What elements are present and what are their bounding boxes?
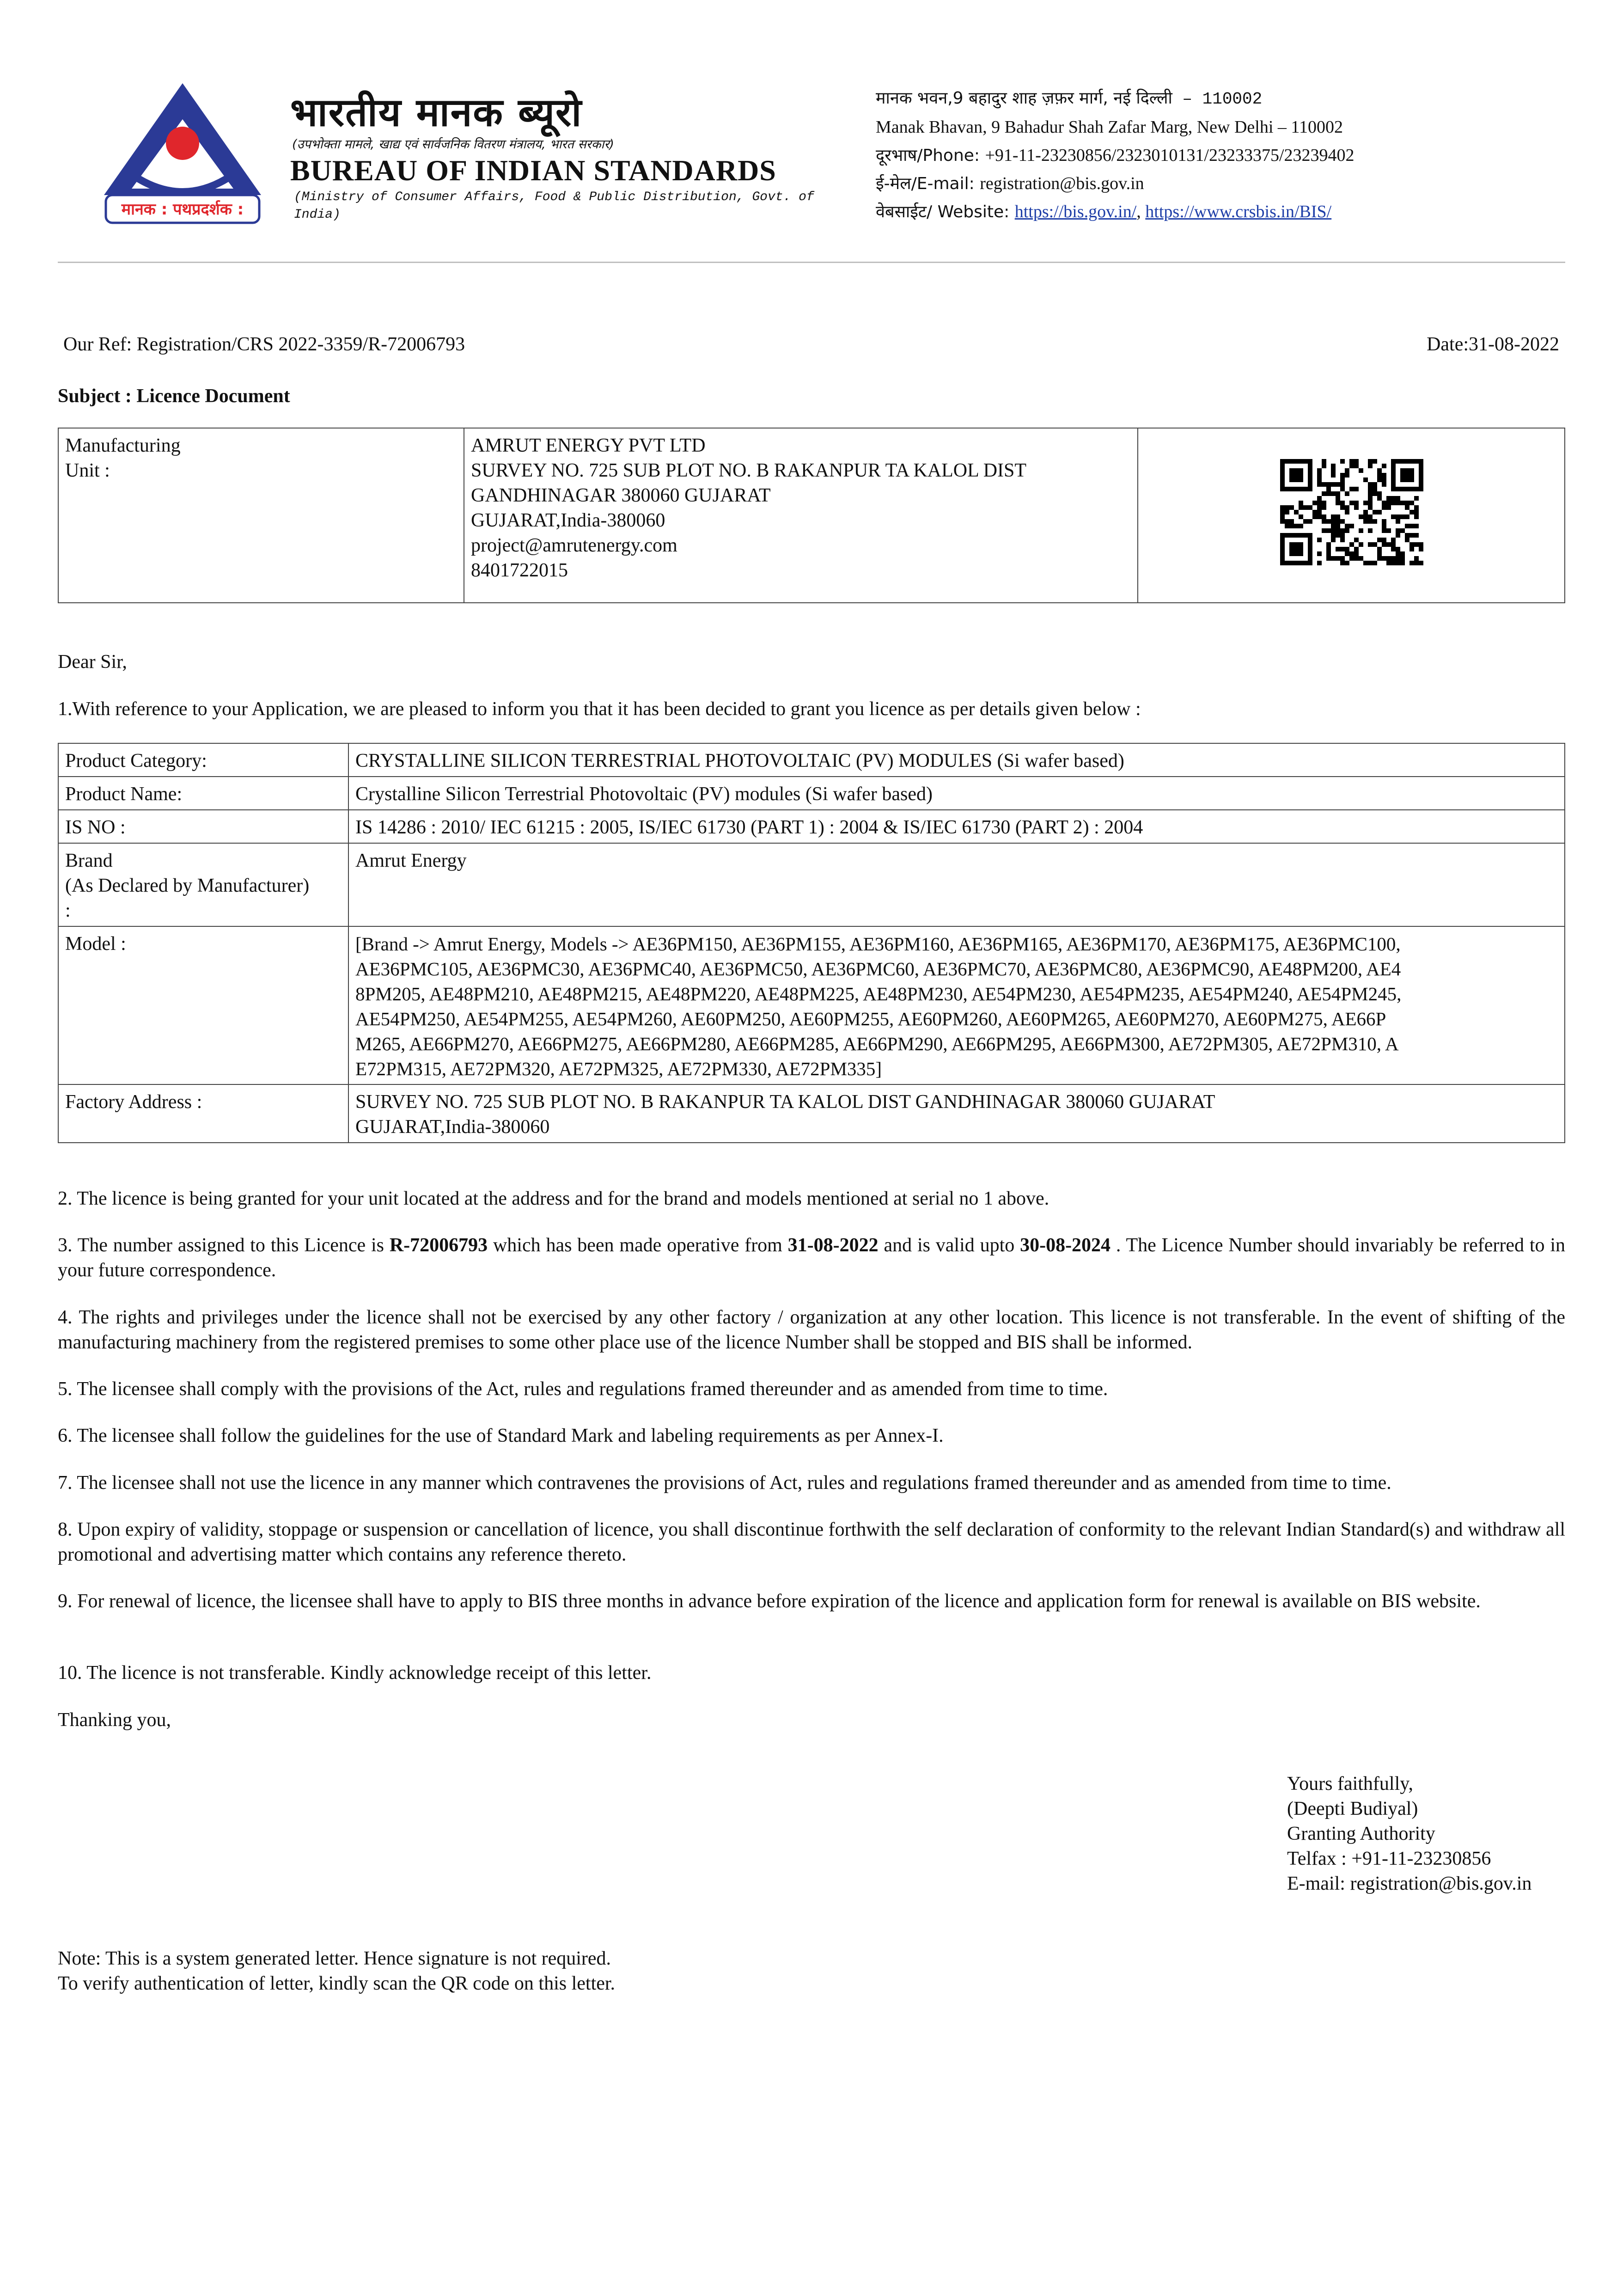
paragraph-10: 10. The licence is not transferable. Kindly acknowledge receipt of this letter.	[58, 1662, 652, 1684]
contact-block	[876, 84, 1355, 226]
table-row	[58, 843, 1565, 926]
brand-value: Amrut Energy	[348, 843, 1565, 926]
category-label: Product Category:	[58, 743, 348, 777]
paragraph-6: 6. The licensee shall follow the guidelines for the use of Standard Mark and labeling requirements as per Annex-I.	[58, 1425, 944, 1446]
website-link-bis[interactable]: https://bis.gov.in/	[1014, 202, 1137, 221]
subject-line: Subject : Licence Document	[58, 386, 290, 407]
table-row	[58, 810, 1565, 843]
qr-cell	[1138, 428, 1565, 603]
logo-red-dot	[166, 127, 199, 160]
unit-address-cell	[464, 428, 1138, 603]
product-name-value: Crystalline Silicon Terrestrial Photovoltaic (PV) modules (Si wafer based)	[348, 777, 1565, 810]
valid-from: 31-08-2022	[787, 1235, 879, 1256]
isno-label: IS NO :	[58, 810, 348, 843]
paragraph-7: 7. The licensee shall not use the licence in any manner which contravenes the provisions of Act, rules and regulations framed thereunder and as amended from time to time.	[58, 1472, 1391, 1494]
address-english: Manak Bhavan, 9 Bahadur Shah Zafar Marg, New Delhi – 110002	[876, 117, 1343, 137]
model-label: Model :	[58, 926, 348, 1084]
table-row	[58, 743, 1565, 777]
unit-line: project@amrutenergy.com	[471, 535, 677, 556]
table-row	[58, 428, 1565, 603]
unit-line: AMRUT ENERGY PVT LTD	[471, 435, 706, 456]
table-row	[58, 777, 1565, 810]
paragraph-2: 2. The licence is being granted for your unit located at the address and for the brand and models mentioned at serial no 1 above.	[58, 1188, 1049, 1209]
paragraph-5: 5. The licensee shall comply with the provisions of the Act, rules and regulations framed thereunder and as amended from time to time.	[58, 1378, 1108, 1400]
category-value: CRYSTALLINE SILICON TERRESTRIAL PHOTOVOLTAIC (PV) MODULES (Si wafer based)	[348, 743, 1565, 777]
address-hindi: मानक भवन,9 बहादुर शाह ज़फ़र मार्ग, नई दिल्ली – 110002	[876, 89, 1263, 109]
brand-label: Brand (As Declared by Manufacturer) :	[58, 843, 348, 926]
closing-thanks: Thanking you,	[58, 1709, 171, 1731]
unit-line: 8401722015	[471, 560, 568, 581]
intro-paragraph: 1.With reference to your Application, we are pleased to inform you that it has been decided to grant you licence as per details given below :	[58, 698, 1141, 720]
valid-to: 30-08-2024	[1020, 1235, 1111, 1256]
unit-line: GUJARAT,India-380060	[471, 510, 665, 531]
email-line: ई-मेल/E-mail: registration@bis.gov.in	[876, 174, 1144, 193]
ministry-line: (Ministry of Consumer Affairs, Food & Public Distribution, Govt. of India)	[294, 190, 814, 222]
manufacturing-unit-table	[58, 428, 1565, 603]
factory-address-label: Factory Address :	[58, 1084, 348, 1143]
factory-address-value: SURVEY NO. 725 SUB PLOT NO. B RAKANPUR TA KALOL DIST GANDHINAGAR 380060 GUJARAT GUJARAT,India-380060	[348, 1084, 1565, 1143]
paragraph-4: 4. The rights and privileges under the licence shall not be exercised by any other factory / organization at any other location. This licence is not transferable. In the event of shifting of the manufacturing machinery from the registered premises to some other place use of the licence Number shall be stopped and BIS shall be informed.	[58, 1307, 1565, 1353]
hindi-title: भारतीय मानक ब्यूरो	[290, 90, 583, 135]
paragraph-3: 3. The number assigned to this Licence is R-72006793 which has been made operative from 31-08-2022 and is valid upto 30-08-2024 . The Licence Number should invariably be referred to in your future correspondence.	[58, 1235, 1565, 1281]
salutation: Dear Sir,	[58, 651, 127, 673]
licence-details-table	[58, 743, 1565, 1143]
unit-line: GANDHINAGAR 380060 GUJARAT	[471, 485, 771, 506]
table-row	[58, 1084, 1565, 1143]
logo-text: मानक : पथप्रदर्शक :	[121, 200, 244, 219]
phone-line: दूरभाष/Phone: +91-11-23230856/2323010131/23233375/23239402	[876, 146, 1355, 165]
model-value: [Brand -> Amrut Energy, Models -> AE36PM150, AE36PM155, AE36PM160, AE36PM165, AE36PM170, AE36PM175, AE36PMC100, AE36PMC105, AE36PMC30, AE36PMC40, AE36PMC50, AE36PMC60, AE36PMC70, AE36PMC80, AE36PMC90, AE48PM200, AE4 8PM205, AE48PM210, AE48PM215, AE48PM220, AE48PM225, AE48PM230, AE54PM230, AE54PM235, AE54PM240, AE54PM245, AE54PM250, AE54PM255, AE54PM260, AE60PM250, AE60PM255, AE60PM260, AE60PM265, AE60PM270, AE60PM275, AE66P M265, AE66PM270, AE66PM275, AE66PM280, AE66PM285, AE66PM290, AE66PM295, AE66PM300, AE72PM305, AE72PM310, A E72PM315, AE72PM320, AE72PM325, AE72PM330, AE72PM335]	[348, 926, 1565, 1084]
website-link-crsbis[interactable]: https://www.crsbis.in/BIS/	[1145, 202, 1332, 221]
paragraph-8: 8. Upon expiry of validity, stoppage or suspension or cancellation of licence, you shall discontinue forthwith the self declaration of conformity to the relevant Indian Standard(s) and withdraw all promotional and advertising matter which contains any reference thereto.	[58, 1519, 1565, 1565]
bureau-title: BUREAU OF INDIAN STANDARDS	[290, 154, 776, 187]
bis-logo	[99, 74, 266, 231]
footer-note: Note: This is a system generated letter. Hence signature is not required. To verify authentication of letter, kindly scan the QR code on this letter.	[58, 1948, 616, 1994]
website-line: वेबसाईट/ Website: https://bis.gov.in/, https://www.crsbis.in/BIS/	[876, 202, 1332, 221]
signatory-name: (Deepti Budiyal)	[1287, 1798, 1418, 1819]
hindi-subtitle: (उपभोक्ता मामले, खाद्य एवं सार्वजनिक वितरण मंत्रालय, भारत सरकार)	[292, 137, 614, 152]
qr-code[interactable]	[1280, 459, 1423, 565]
unit-line: SURVEY NO. 725 SUB PLOT NO. B RAKANPUR TA KALOL DIST	[471, 460, 1027, 481]
licence-number: R-72006793	[389, 1235, 488, 1256]
letter-date: Date:31-08-2022	[1427, 334, 1559, 355]
table-row	[58, 926, 1565, 1084]
isno-value: IS 14286 : 2010/ IEC 61215 : 2005, IS/IEC 61730 (PART 1) : 2004 & IS/IEC 61730 (PART 2) : 2004	[348, 810, 1565, 843]
header-divider	[58, 262, 1565, 263]
product-name-label: Product Name:	[58, 777, 348, 810]
unit-label-cell: Manufacturing Unit :	[58, 428, 464, 603]
reference-number: Our Ref: Registration/CRS 2022-3359/R-72006793	[63, 334, 465, 355]
paragraph-9: 9. For renewal of licence, the licensee shall have to apply to BIS three months in advance before expiration of the licence and application form for renewal is available on BIS website.	[58, 1591, 1481, 1612]
signature-block: Yours faithfully, (Deepti Budiyal) Granting Authority Telfax : +91-11-23230856 E-mail: registration@bis.gov.in	[1287, 1773, 1532, 1894]
